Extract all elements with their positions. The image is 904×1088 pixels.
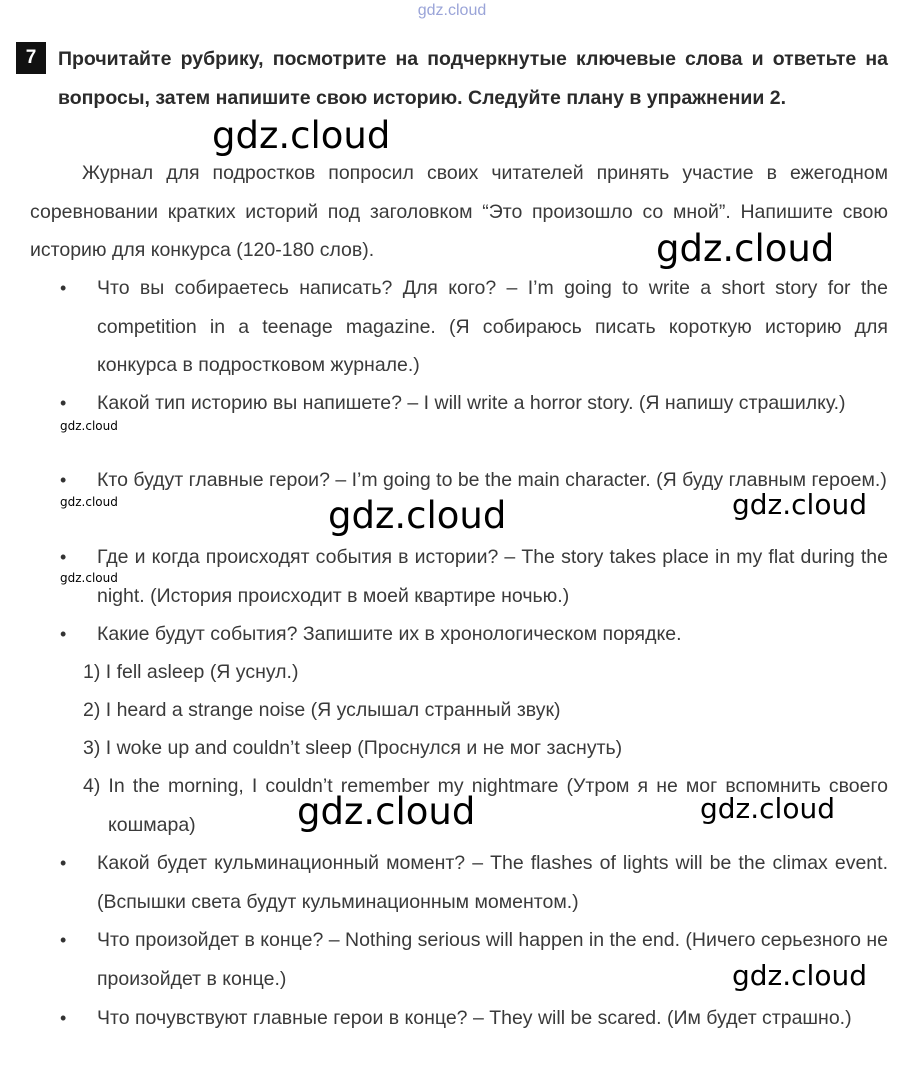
list-item [60, 269, 888, 385]
list-item-text: Какой тип историю вы напишете? – I will write a horror story. (Я напишу страшилку.) [97, 392, 846, 414]
list-item-text: Где и когда происходят события в истории? – The story takes place in my flat during the night. (История происходит в моей квартире ночью.) [97, 546, 888, 607]
list-item [60, 615, 888, 654]
event-item [83, 653, 888, 692]
list-item-text: Какие будут события? Запишите их в хронологическом порядке. [97, 623, 682, 645]
list-item [60, 844, 888, 921]
list-item-text: Кто будут главные герои? – I’m going to be the main character. (Я буду главным героем.) [97, 469, 887, 491]
bullet-glyph: • [60, 393, 67, 413]
bullet-glyph: • [60, 470, 67, 490]
list-item-text: Какой будет кульминационный момент? – The flashes of lights will be the climax event. (Вспышки света будут кульминационным моментом.) [97, 852, 888, 913]
list-item [60, 538, 888, 615]
watermark: gdz.cloud [60, 571, 118, 585]
bullet-glyph: • [60, 624, 67, 644]
intro-paragraph: Журнал для подростков попросил своих читателей принять участие в ежегодном соревновании кратких историй под заголовком “Это произошло со мной”. Напишите свою историю для конкурса (120-180 слов). [30, 162, 888, 261]
event-item [83, 729, 888, 768]
bullet-glyph: • [60, 547, 67, 567]
watermark: gdz.cloud [732, 488, 867, 521]
event-item [83, 691, 888, 730]
bullet-glyph: • [60, 930, 67, 950]
event-text: 4) In the morning, I couldn’t remember my nightmare (Утром я не мог вспомнить своего кошмара) [83, 775, 888, 836]
watermark: gdz.cloud [328, 494, 507, 537]
event-text: 1) I fell asleep (Я уснул.) [83, 661, 299, 683]
watermark: gdz.cloud [60, 419, 118, 433]
watermark: gdz.cloud [212, 114, 391, 157]
bullet-glyph: • [60, 853, 67, 873]
watermark: gdz.cloud [656, 227, 835, 270]
watermark-top: gdz.cloud [417, 2, 487, 19]
bullet-glyph: • [60, 1008, 67, 1028]
list-item [60, 999, 888, 1038]
watermark: gdz.cloud [297, 790, 476, 833]
watermark: gdz.cloud [700, 792, 835, 825]
event-text: 3) I woke up and couldn’t sleep (Проснулся и не мог заснуть) [83, 737, 623, 759]
list-item [60, 384, 888, 423]
exercise-number: 7 [16, 42, 46, 74]
list-item-text: Что произойдет в конце? – Nothing serious will happen in the end. (Ничего серьезного не произойдет в конце.) [97, 929, 888, 990]
task-instruction: Прочитайте рубрику, посмотрите на подчеркнутые ключевые слова и ответьте на вопросы, затем напишите свою историю. Следуйте плану в упражнении 2. [58, 48, 888, 109]
watermark: gdz.cloud [732, 959, 867, 992]
bullet-glyph: • [60, 278, 67, 298]
list-item-text: Что вы собираетесь написать? Для кого? – I’m going to write a short story for the competition in a teenage magazine. (Я собираюсь писать короткую историю для конкурса в подростковом журнале.) [97, 277, 888, 376]
watermark: gdz.cloud [60, 495, 118, 509]
list-item-text: Что почувствуют главные герои в конце? – They will be scared. (Им будет страшно.) [97, 1007, 852, 1029]
event-text: 2) I heard a strange noise (Я услышал странный звук) [83, 699, 561, 721]
